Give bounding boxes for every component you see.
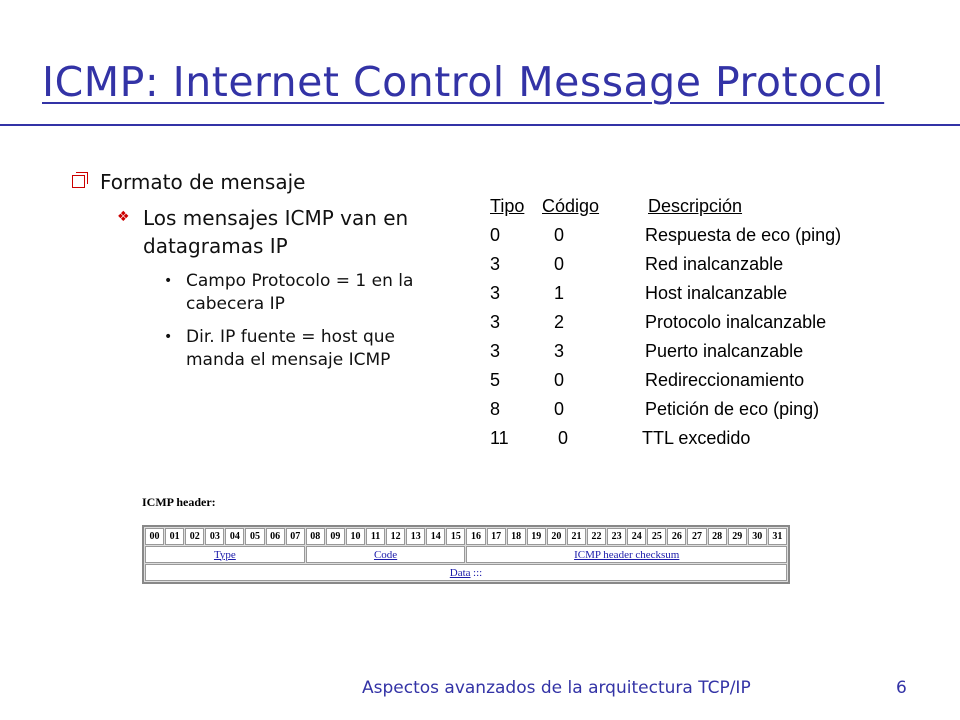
page-number: 6 — [896, 678, 907, 698]
bit-index-cell: 00 — [145, 528, 164, 545]
bullet-list — [72, 168, 462, 382]
bit-index-cell: 31 — [768, 528, 787, 545]
cell-tipo: 3 — [490, 312, 501, 332]
bullet-level3-text: Campo Protocolo = 1 en la cabecera IP — [186, 271, 414, 314]
bit-index-cell: 21 — [567, 528, 586, 545]
bit-index-cell: 03 — [205, 528, 224, 545]
bit-index-cell: 19 — [527, 528, 546, 545]
bit-index-row — [145, 528, 787, 545]
checksum-link[interactable]: ICMP header checksum — [574, 548, 680, 561]
title-rule — [0, 124, 960, 126]
bit-index-cell: 15 — [446, 528, 465, 545]
bit-index-cell: 28 — [708, 528, 727, 545]
bit-index-cell: 20 — [547, 528, 566, 545]
bit-index-cell: 17 — [487, 528, 506, 545]
checksum-field — [466, 546, 787, 563]
bit-index-cell: 01 — [165, 528, 184, 545]
cell-codigo: 0 — [554, 399, 565, 419]
cell-codigo: 0 — [554, 225, 565, 245]
cell-tipo: 5 — [490, 370, 501, 390]
sub-bullet-icon: ❖ — [117, 209, 130, 225]
bit-index-cell: 22 — [587, 528, 606, 545]
bit-index-cell: 26 — [667, 528, 686, 545]
cell-descripcion: Puerto inalcanzable — [645, 341, 804, 361]
dot-bullet-icon: • — [164, 329, 173, 345]
bit-index-cell: 02 — [185, 528, 204, 545]
bit-index-cell: 10 — [346, 528, 365, 545]
cell-tipo: 8 — [490, 399, 501, 419]
bit-index-cell: 09 — [326, 528, 345, 545]
data-field — [145, 564, 787, 581]
bit-index-cell: 13 — [406, 528, 425, 545]
bullet-level2 — [117, 204, 462, 260]
bit-index-cell: 25 — [647, 528, 666, 545]
bit-index-cell: 14 — [426, 528, 445, 545]
bit-index-cell: 27 — [687, 528, 706, 545]
bit-index-cell: 18 — [507, 528, 526, 545]
code-field — [306, 546, 466, 563]
cell-descripcion: Respuesta de eco (ping) — [645, 225, 842, 245]
header-descripcion: Descripción — [648, 196, 743, 216]
type-link[interactable]: Type — [213, 548, 236, 561]
data-row — [145, 564, 787, 581]
bit-index-cell: 08 — [306, 528, 325, 545]
bullet-level2-text: Los mensajes ICMP van en datagramas IP — [143, 206, 409, 258]
icmp-header-caption: ICMP header: — [142, 495, 216, 509]
cell-descripcion: Host inalcanzable — [645, 283, 788, 303]
bit-index-cell: 06 — [266, 528, 285, 545]
cell-descripcion: TTL excedido — [642, 428, 751, 448]
cell-codigo: 3 — [554, 341, 565, 361]
slide-title: ICMP: Internet Control Message Protocol — [42, 58, 885, 106]
icmp-header-table — [142, 525, 790, 584]
cell-descripcion: Redireccionamiento — [645, 370, 805, 390]
type-field — [145, 546, 305, 563]
bullet-level1-text: Formato de mensaje — [100, 170, 306, 194]
cell-tipo: 11 — [490, 428, 509, 448]
bullet-level1 — [72, 168, 462, 196]
bit-index-cell: 24 — [627, 528, 646, 545]
header-codigo: Código — [542, 196, 600, 216]
cell-tipo: 0 — [490, 225, 501, 245]
bullet-level3 — [160, 270, 436, 316]
footer-text: Aspectos avanzados de la arquitectura TCP/IP — [362, 678, 751, 698]
data-suffix: ::: — [473, 566, 483, 579]
cell-codigo: 0 — [558, 428, 569, 448]
bit-index-cell: 29 — [728, 528, 747, 545]
cell-descripcion: Petición de eco (ping) — [645, 399, 820, 419]
cell-codigo: 2 — [554, 312, 565, 332]
bit-index-cell: 11 — [366, 528, 385, 545]
header-tipo: Tipo — [490, 196, 525, 216]
cell-tipo: 3 — [490, 254, 501, 274]
cell-codigo: 1 — [554, 283, 565, 303]
cell-descripcion: Protocolo inalcanzable — [645, 312, 827, 332]
data-link[interactable]: Data — [449, 566, 471, 579]
cell-descripcion: Red inalcanzable — [645, 254, 784, 274]
cell-codigo: 0 — [554, 370, 565, 390]
bit-index-cell: 23 — [607, 528, 626, 545]
bit-index-cell: 12 — [386, 528, 405, 545]
cell-codigo: 0 — [554, 254, 565, 274]
icmp-header-diagram — [142, 493, 792, 597]
dot-bullet-icon: • — [164, 273, 173, 289]
cell-tipo: 3 — [490, 341, 501, 361]
bit-index-cell: 16 — [466, 528, 485, 545]
field-row — [145, 546, 787, 563]
bit-index-cell: 07 — [286, 528, 305, 545]
bit-index-cell: 30 — [748, 528, 767, 545]
bullet-level3 — [160, 326, 436, 372]
bit-index-cell: 04 — [225, 528, 244, 545]
square-bullet-icon — [72, 175, 85, 188]
cell-tipo: 3 — [490, 283, 501, 303]
bullet-level3-text: Dir. IP fuente = host que manda el mensaje ICMP — [186, 327, 396, 370]
bit-index-cell: 05 — [245, 528, 264, 545]
code-link[interactable]: Code — [373, 548, 398, 561]
